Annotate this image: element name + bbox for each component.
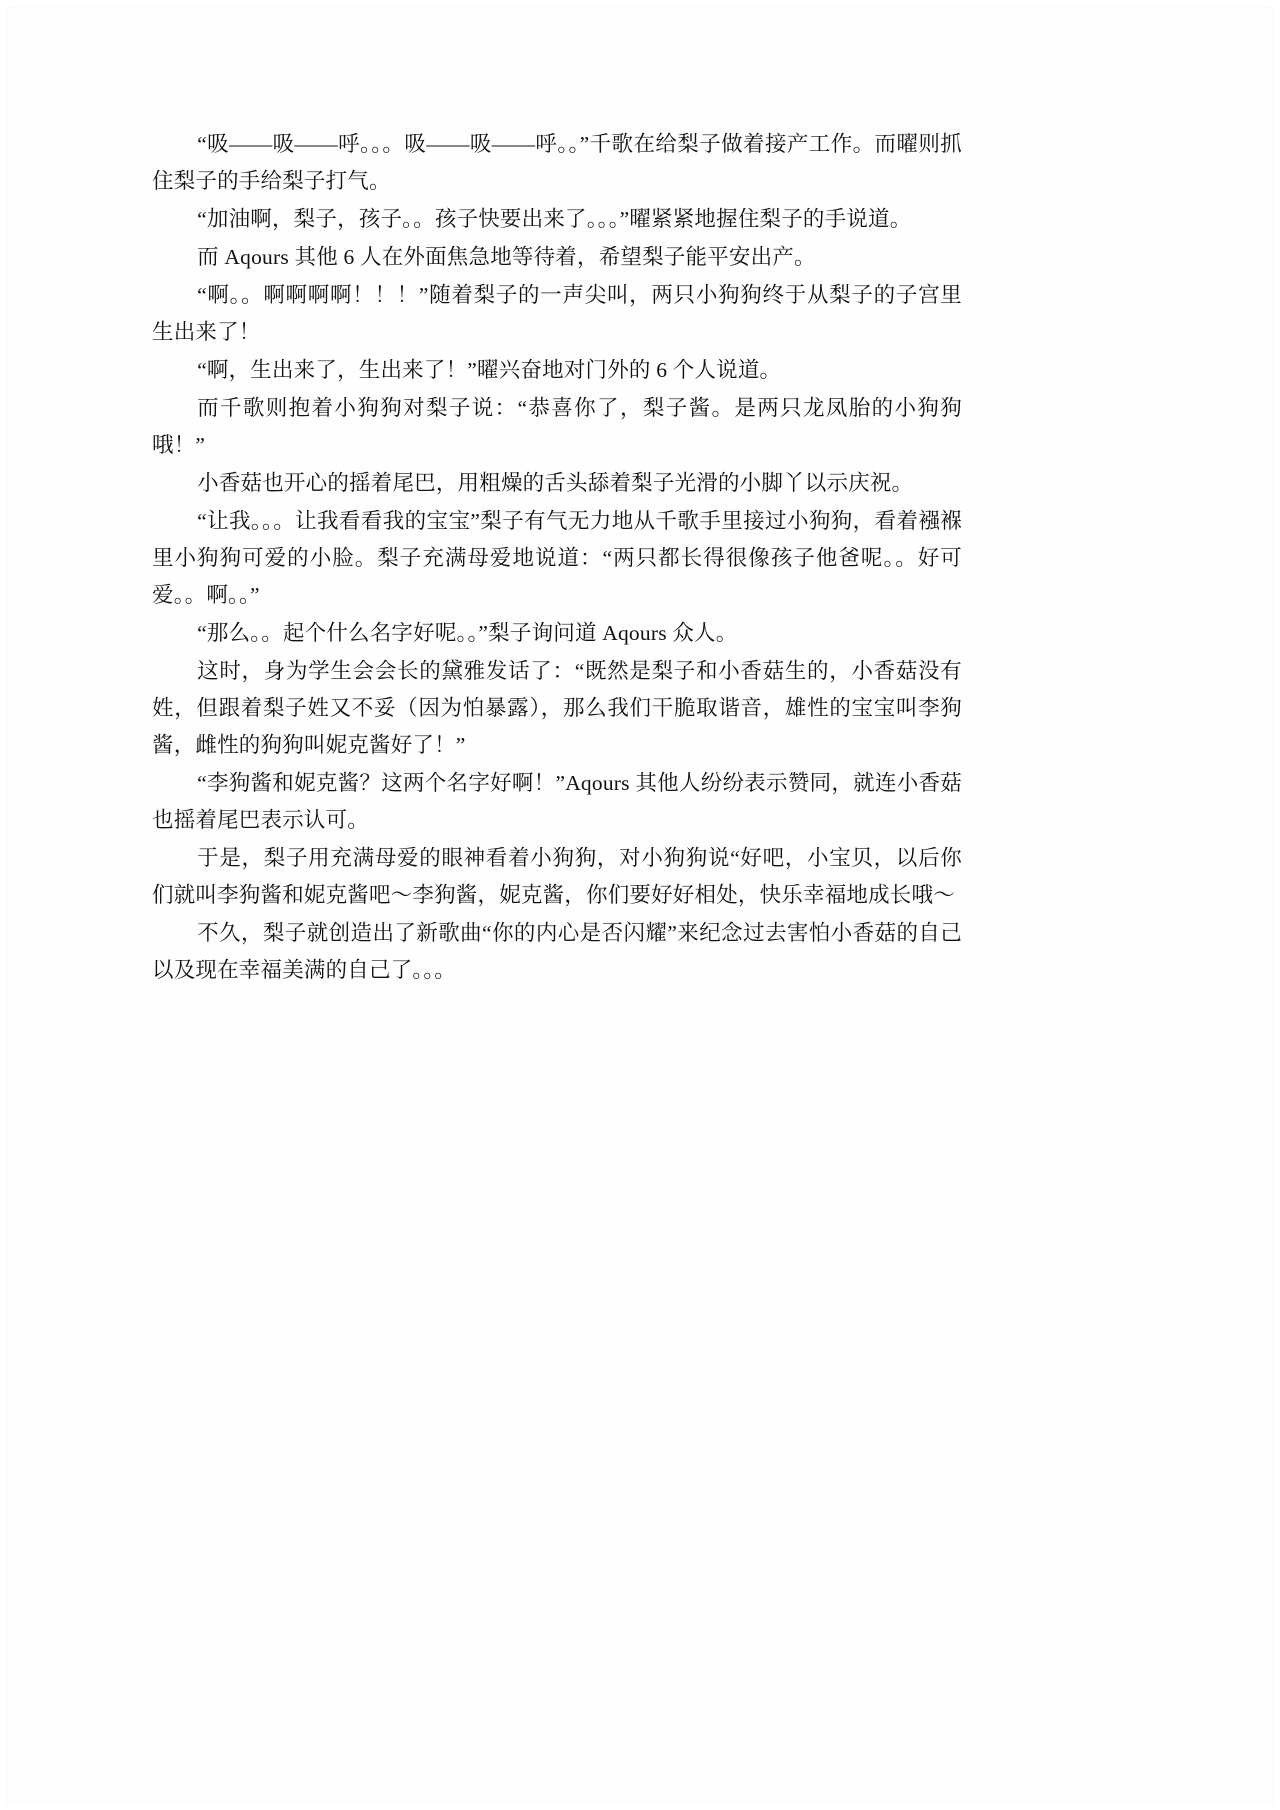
paragraph: “吸——吸——呼。。。吸——吸——呼。。”千歌在给梨子做着接产工作。而曜则抓住梨子的手给梨子打气。 (152, 132, 962, 193)
page-text-body (152, 126, 962, 990)
paragraph: 小香菇也开心的摇着尾巴，用粗燥的舌头舔着梨子光滑的小脚丫以示庆祝。 (197, 471, 914, 495)
paragraph: “让我。。。让我看看我的宝宝”梨子有气无力地从千歌手里接过小狗狗，看着襁褓里小狗狗可爱的小脸。梨子充满母爱地说道：“两只都长得很像孩子他爸呢。。好可爱。。啊。。” (152, 509, 962, 607)
paragraph: “加油啊，梨子，孩子。。孩子快要出来了。。。”曜紧紧地握住梨子的手说道。 (197, 207, 912, 231)
paragraph: “啊。。啊啊啊啊！！！”随着梨子的一声尖叫，两只小狗狗终于从梨子的子宫里生出来了！ (152, 283, 962, 344)
paragraph: 于是，梨子用充满母爱的眼神看着小狗狗，对小狗狗说“好吧，小宝贝，以后你们就叫李狗酱和妮克酱吧～李狗酱，妮克酱，你们要好好相处，快乐幸福地成长哦～ (152, 846, 962, 907)
paragraph: “李狗酱和妮克酱？这两个名字好啊！”Aqours 其他人纷纷表示赞同，就连小香菇也摇着尾巴表示认可。 (152, 771, 962, 832)
paragraph: “啊，生出来了，生出来了！”曜兴奋地对门外的 6 个人说道。 (197, 358, 782, 382)
paragraph: 而 Aqours 其他 6 人在外面焦急地等待着，希望梨子能平安出产。 (197, 245, 816, 269)
paragraph: 而千歌则抱着小狗狗对梨子说：“恭喜你了，梨子酱。是两只龙凤胎的小狗狗哦！” (152, 396, 962, 457)
paragraph: 不久，梨子就创造出了新歌曲“你的内心是否闪耀”来纪念过去害怕小香菇的自己以及现在幸福美满的自己了。。。 (152, 921, 962, 982)
paragraph: 这时，身为学生会会长的黛雅发话了：“既然是梨子和小香菇生的，小香菇没有姓，但跟着梨子姓又不妥（因为怕暴露），那么我们干脆取谐音，雄性的宝宝叫李狗酱，雌性的狗狗叫妮克酱好了！” (152, 659, 962, 757)
paragraph: “那么。。起个什么名字好呢。。”梨子询问道 Aqours 众人。 (197, 621, 738, 645)
